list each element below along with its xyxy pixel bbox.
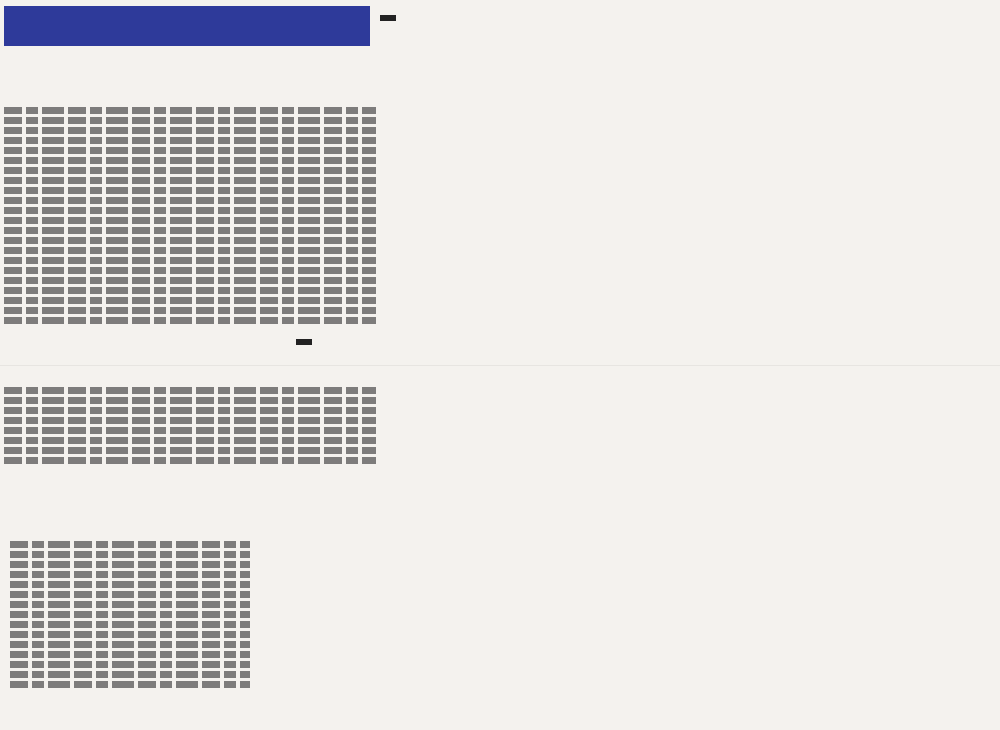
bottom-photo-grid: [254, 520, 996, 680]
section-header-bar: [4, 6, 370, 46]
yara-photo-grid: [296, 350, 996, 520]
article-body-talent-teens: [10, 538, 250, 718]
top-photo-grid: [380, 28, 996, 348]
yara-winners-tag: [296, 339, 312, 345]
bottom-photo-caption: [258, 682, 996, 698]
headline-al-yasmin: [4, 52, 370, 96]
top-winners-label: [380, 6, 996, 26]
top-winners-tag: [380, 15, 396, 21]
yara-winners-label: [296, 330, 696, 350]
article-body-al-yasmin: [4, 104, 376, 330]
